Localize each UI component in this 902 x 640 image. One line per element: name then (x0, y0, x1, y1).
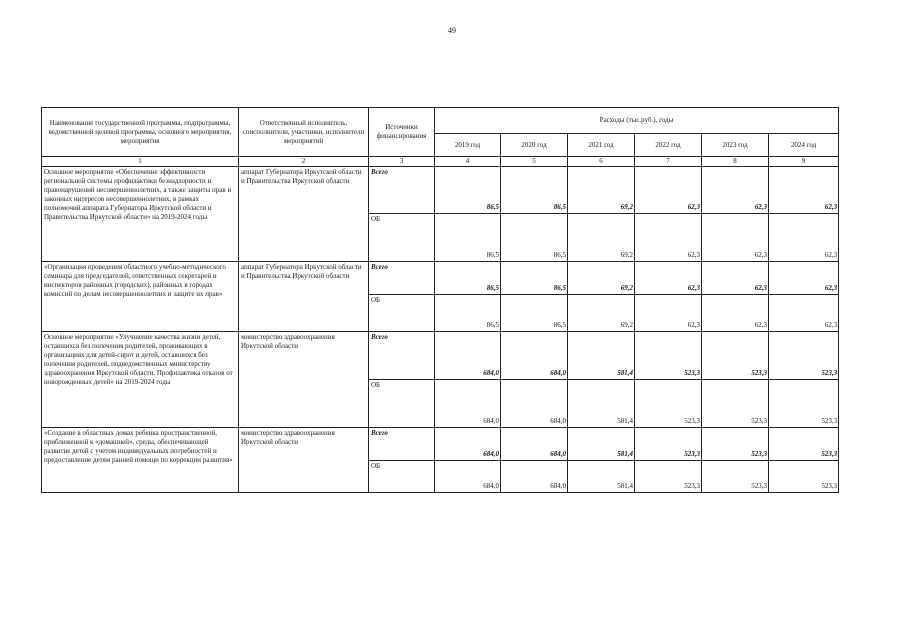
activity-name: Основное мероприятие «Обеспечение эффективности региональной системы профилактики безнадзорности и правонарушений несовершеннолетних, а также защиты прав и законных интересов несовершеннолетних, в рамках полномочий аппарата Губернатора Иркутской области и Правительства Иркутской области» на 2019-2024 годы (42, 167, 239, 262)
ob-value: 581,4 (568, 461, 635, 493)
column-number: 7 (635, 157, 702, 167)
column-number: 5 (501, 157, 568, 167)
ob-value: 523,3 (769, 380, 839, 428)
total-value: 684,0 (501, 428, 568, 461)
header-source: Источники финансирования (369, 108, 435, 157)
activity-name: «Создание в областных домах ребенка пространственной, приближенной к «домашней», среды, обеспечивающей развитие детей с учетом индивидуальных потребностей и предоставление детям ранней помощи по коррекции развития» (42, 428, 239, 493)
ob-value: 62,3 (635, 214, 702, 262)
ob-value: 684,0 (501, 461, 568, 493)
executor: аппарат Губернатора Иркутской области и Правительства Иркутской области (239, 262, 369, 332)
total-value: 684,0 (501, 332, 568, 380)
table-row (42, 332, 839, 380)
total-value: 523,3 (769, 332, 839, 380)
total-value: 86,5 (435, 262, 501, 295)
total-value: 62,3 (702, 167, 769, 214)
ob-value: 62,3 (769, 214, 839, 262)
column-number: 8 (702, 157, 769, 167)
total-value: 62,3 (769, 262, 839, 295)
total-value: 86,5 (501, 167, 568, 214)
column-number: 3 (369, 157, 435, 167)
ob-value: 69,2 (568, 295, 635, 332)
ob-value: 523,3 (702, 380, 769, 428)
column-number: 2 (239, 157, 369, 167)
ob-value: 523,3 (702, 461, 769, 493)
column-number: 6 (568, 157, 635, 167)
column-number: 4 (435, 157, 501, 167)
total-value: 62,3 (769, 167, 839, 214)
ob-value: 684,0 (501, 380, 568, 428)
column-numbers-row (42, 157, 839, 167)
total-value: 62,3 (635, 167, 702, 214)
total-value: 581,4 (568, 332, 635, 380)
ob-value: 684,0 (435, 380, 501, 428)
ob-value: 523,3 (769, 461, 839, 493)
ob-value: 62,3 (702, 214, 769, 262)
total-value: 523,3 (702, 332, 769, 380)
total-value: 86,5 (501, 262, 568, 295)
total-value: 62,3 (635, 262, 702, 295)
table-row (42, 428, 839, 461)
executor: министерство здравоохранения Иркутской области (239, 332, 369, 428)
total-value: 684,0 (435, 428, 501, 461)
source-total: Всего (369, 167, 435, 214)
total-value: 581,4 (568, 428, 635, 461)
ob-value: 62,3 (769, 295, 839, 332)
source-ob: ОБ (369, 295, 435, 332)
ob-value: 86,5 (435, 295, 501, 332)
total-value: 69,2 (568, 262, 635, 295)
total-value: 523,3 (702, 428, 769, 461)
ob-value: 581,4 (568, 380, 635, 428)
ob-value: 62,3 (702, 295, 769, 332)
table-row (42, 167, 839, 214)
total-value: 523,3 (635, 332, 702, 380)
total-value: 523,3 (769, 428, 839, 461)
source-ob: ОБ (369, 214, 435, 262)
total-value: 86,5 (435, 167, 501, 214)
header-year: 2024 год (769, 134, 839, 157)
source-total: Всего (369, 332, 435, 380)
executor: министерство здравоохранения Иркутской области (239, 428, 369, 493)
executor: аппарат Губернатора Иркутской области и Правительства Иркутской области (239, 167, 369, 262)
header-expenses: Расходы (тыс.руб.), годы (435, 108, 839, 134)
source-total: Всего (369, 262, 435, 295)
ob-value: 86,5 (501, 214, 568, 262)
budget-table (41, 107, 839, 493)
ob-value: 86,5 (435, 214, 501, 262)
source-ob: ОБ (369, 461, 435, 493)
ob-value: 86,5 (501, 295, 568, 332)
ob-value: 523,3 (635, 461, 702, 493)
activity-name: Основное мероприятие «Улучшение качества жизни детей, оставшихся без попечения родителей, проживающих в организациях для детей-сирот и детей, оставшихся без попечения родителей, подведомственных министерству здравоохранения Иркутской области. Профилактика отказов от новорожденных детей» на 2019-2024 годы (42, 332, 239, 428)
ob-value: 523,3 (635, 380, 702, 428)
header-year: 2019 год (435, 134, 501, 157)
source-ob: ОБ (369, 380, 435, 428)
total-value: 62,3 (702, 262, 769, 295)
activity-name: «Организация проведения областного учебно-методического семинара для председателей, ответственных секретарей и инспекторов районных (городских), районных в городах комиссий по делам несовершеннолетних и защите их прав» (42, 262, 239, 332)
header-year: 2021 год (568, 134, 635, 157)
header-year: 2023 год (702, 134, 769, 157)
column-number: 9 (769, 157, 839, 167)
ob-value: 62,3 (635, 295, 702, 332)
source-total: Всего (369, 428, 435, 461)
total-value: 523,3 (635, 428, 702, 461)
header-year: 2020 год (501, 134, 568, 157)
header-executor: Ответственный исполнитель, соисполнители, участники, исполнители мероприятий (239, 108, 369, 157)
total-value: 684,0 (435, 332, 501, 380)
header-year: 2022 год (635, 134, 702, 157)
total-value: 69,2 (568, 167, 635, 214)
column-number: 1 (42, 157, 239, 167)
ob-value: 684,0 (435, 461, 501, 493)
ob-value: 69,2 (568, 214, 635, 262)
page-number: 49 (448, 26, 456, 35)
header-name: Наименование государственной программы, подпрограммы, ведомственной целевой программы, основного мероприятия, мероприятия (42, 108, 239, 157)
table-row (42, 262, 839, 295)
